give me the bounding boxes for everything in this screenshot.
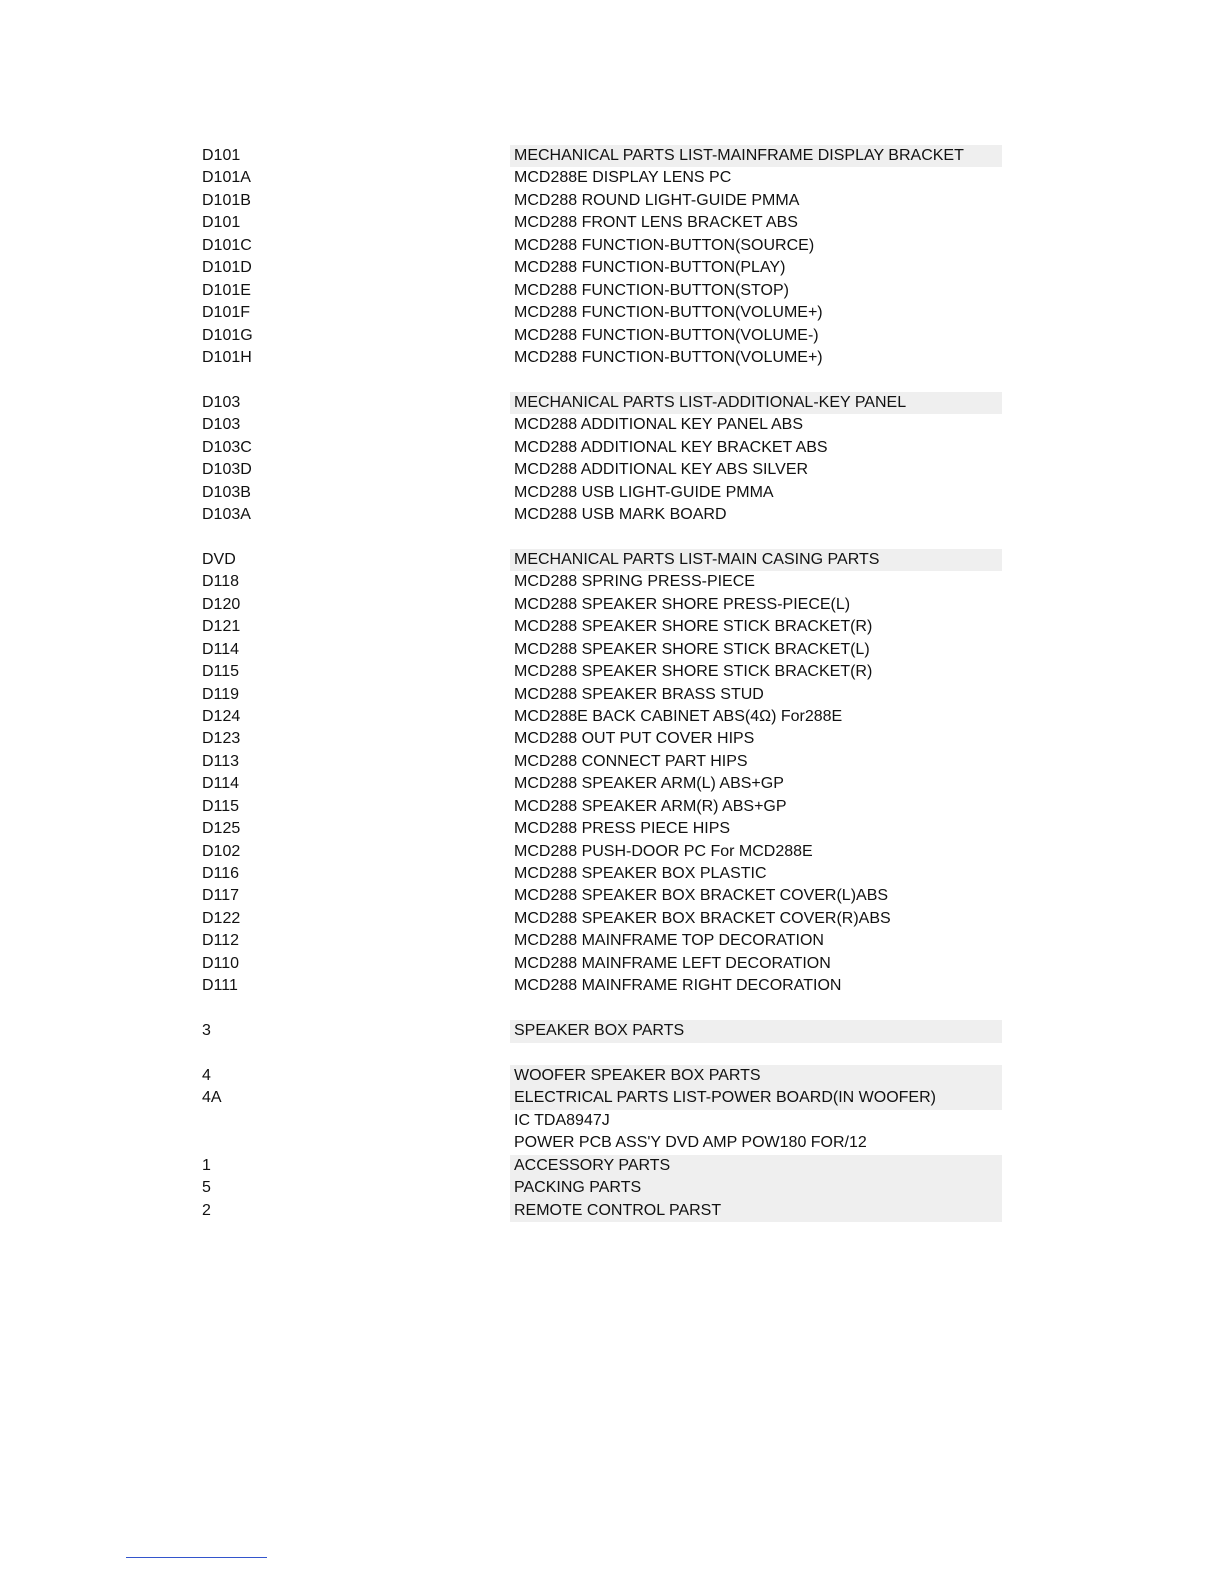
part-code: D115 [202,797,240,815]
footnote-divider [126,1557,267,1558]
part-row [0,302,1224,324]
part-description: MCD288 ROUND LIGHT-GUIDE PMMA [514,191,800,209]
part-row [0,908,1224,930]
part-row [0,953,1224,975]
part-description: MCD288 MAINFRAME RIGHT DECORATION [514,977,842,995]
part-row [0,571,1224,593]
blank-row [0,369,1224,391]
part-description: MCD288 FRONT LENS BRACKET ABS [514,214,798,232]
part-description: POWER PCB ASS'Y DVD AMP POW180 FOR/12 [514,1134,867,1152]
part-code: D125 [202,820,241,838]
part-code: D117 [202,887,240,905]
section-title: ELECTRICAL PARTS LIST-POWER BOARD(IN WOOFER) [510,1087,1002,1109]
section-title: MECHANICAL PARTS LIST-MAINFRAME DISPLAY BRACKET [510,145,1002,167]
part-description: MCD288 FUNCTION-BUTTON(VOLUME+) [514,348,823,366]
part-code: D101A [202,169,251,187]
part-description: MCD288 SPEAKER BOX PLASTIC [514,865,767,882]
part-description: MCD288 MAINFRAME TOP DECORATION [514,932,824,950]
part-description: MCD288 ADDITIONAL KEY ABS SILVER [514,461,809,479]
part-code: D113 [202,752,240,770]
part-code: 2 [202,1201,211,1219]
part-code: D115 [202,663,240,681]
part-code: D114 [202,640,240,658]
part-description: MCD288E DISPLAY LENS PC [514,169,732,187]
section-title: REMOTE CONTROL PARST [510,1200,1002,1222]
part-description: MCD288 SPEAKER SHORE STICK BRACKET(R) [514,663,873,681]
part-code: D120 [202,595,241,613]
part-row [0,930,1224,952]
part-description: MCD288 USB LIGHT-GUIDE PMMA [514,483,774,501]
section-title: SPEAKER BOX PARTS [510,1020,1002,1042]
part-description: MCD288 SPEAKER ARM(L) ABS+GP [514,775,784,793]
part-description: MCD288 FUNCTION-BUTTON(VOLUME+) [514,304,823,322]
part-description: MCD288E BACK CABINET ABS(4Ω) For288E [514,707,843,725]
part-code: D116 [202,865,240,882]
blank-row [0,526,1224,548]
section-title: WOOFER SPEAKER BOX PARTS [510,1065,1002,1087]
part-row [0,684,1224,706]
part-description: MCD288 FUNCTION-BUTTON(SOURCE) [514,236,815,254]
part-row [0,504,1224,526]
part-code: D102 [202,842,241,860]
part-row [0,594,1224,616]
part-row [0,706,1224,728]
part-code: DVD [202,550,236,568]
part-row [0,1132,1224,1154]
part-row [0,347,1224,369]
section-header-row [0,392,1224,414]
part-description: MCD288 CONNECT PART HIPS [514,752,748,770]
part-description: MCD288 ADDITIONAL KEY PANEL ABS [514,416,803,434]
part-row [0,639,1224,661]
part-code: D101F [202,304,251,322]
section-header-row [0,1177,1224,1199]
part-description: MCD288 FUNCTION-BUTTON(PLAY) [514,259,786,277]
part-row [0,257,1224,279]
part-code: D101 [202,214,241,232]
part-code: D110 [202,954,240,972]
part-description: MCD288 OUT PUT COVER HIPS [514,730,755,748]
part-row [0,773,1224,795]
part-code: D112 [202,932,240,950]
part-description: MCD288 ADDITIONAL KEY BRACKET ABS [514,438,828,456]
part-code: D111 [202,977,238,995]
part-code: D121 [202,618,241,636]
part-code: D103C [202,438,252,456]
part-code: D123 [202,730,241,748]
part-description: MCD288 PUSH-DOOR PC For MCD288E [514,842,813,860]
part-row [0,841,1224,863]
part-row [0,616,1224,638]
part-row [0,190,1224,212]
parts-list-table [0,145,1224,1222]
part-code: D103 [202,393,241,411]
part-code: D103B [202,483,251,501]
part-row [0,751,1224,773]
section-title: MECHANICAL PARTS LIST-MAIN CASING PARTS [510,549,1002,571]
section-header-row [0,549,1224,571]
part-row [0,414,1224,436]
part-row [0,459,1224,481]
section-header-row [0,1200,1224,1222]
part-code: 4A [202,1089,222,1107]
part-code: 1 [202,1156,211,1174]
part-description: MCD288 SPEAKER BOX BRACKET COVER(R)ABS [514,909,891,927]
blank-row [0,1043,1224,1065]
section-header-row [0,1065,1224,1087]
part-code: D101B [202,191,251,209]
part-code: 5 [202,1179,211,1197]
part-row [0,975,1224,997]
part-code: D118 [202,573,240,591]
part-code: 4 [202,1066,211,1084]
part-row [0,325,1224,347]
part-row [0,885,1224,907]
part-code: D114 [202,775,240,793]
section-header-row [0,1087,1224,1109]
part-description: MCD288 SPEAKER SHORE STICK BRACKET(L) [514,640,870,658]
part-row [0,796,1224,818]
part-row [0,661,1224,683]
part-description: MCD288 MAINFRAME LEFT DECORATION [514,954,831,972]
part-description: MCD288 USB MARK BOARD [514,506,727,523]
part-row [0,482,1224,504]
part-row [0,863,1224,885]
part-code: D103 [202,416,241,434]
part-description: MCD288 FUNCTION-BUTTON(STOP) [514,281,789,299]
part-code: D101 [202,147,241,164]
section-title: ACCESSORY PARTS [510,1155,1002,1177]
section-header-row [0,1020,1224,1042]
part-code: D103A [202,506,251,523]
part-description: MCD288 SPEAKER SHORE PRESS-PIECE(L) [514,595,851,613]
part-description: MCD288 SPEAKER ARM(R) ABS+GP [514,797,787,815]
part-code: D124 [202,707,241,725]
part-code: D122 [202,909,241,927]
part-row [0,280,1224,302]
part-code: D119 [202,685,240,703]
section-header-row [0,145,1224,167]
part-description: MCD288 SPEAKER SHORE STICK BRACKET(R) [514,618,873,636]
part-row [0,437,1224,459]
part-code: D101D [202,259,252,277]
part-row [0,235,1224,257]
part-description: MCD288 PRESS PIECE HIPS [514,820,731,838]
part-code: D101C [202,236,252,254]
section-header-row [0,1155,1224,1177]
part-code: D101H [202,348,252,366]
part-row [0,728,1224,750]
part-row [0,212,1224,234]
part-description: MCD288 SPEAKER BOX BRACKET COVER(L)ABS [514,887,889,905]
part-code: D101G [202,326,253,344]
part-description: MCD288 SPEAKER BRASS STUD [514,685,764,703]
part-description: MCD288 SPRING PRESS-PIECE [514,573,755,591]
part-row [0,167,1224,189]
part-row [0,818,1224,840]
part-code: 3 [202,1022,211,1040]
part-code: D101E [202,281,251,299]
section-title: PACKING PARTS [510,1177,1002,1199]
blank-row [0,998,1224,1020]
part-code: D103D [202,461,252,479]
part-description: IC TDA8947J [514,1111,610,1129]
part-description: MCD288 FUNCTION-BUTTON(VOLUME-) [514,326,819,344]
part-row [0,1110,1224,1132]
section-title: MECHANICAL PARTS LIST-ADDITIONAL-KEY PANEL [510,392,1002,414]
